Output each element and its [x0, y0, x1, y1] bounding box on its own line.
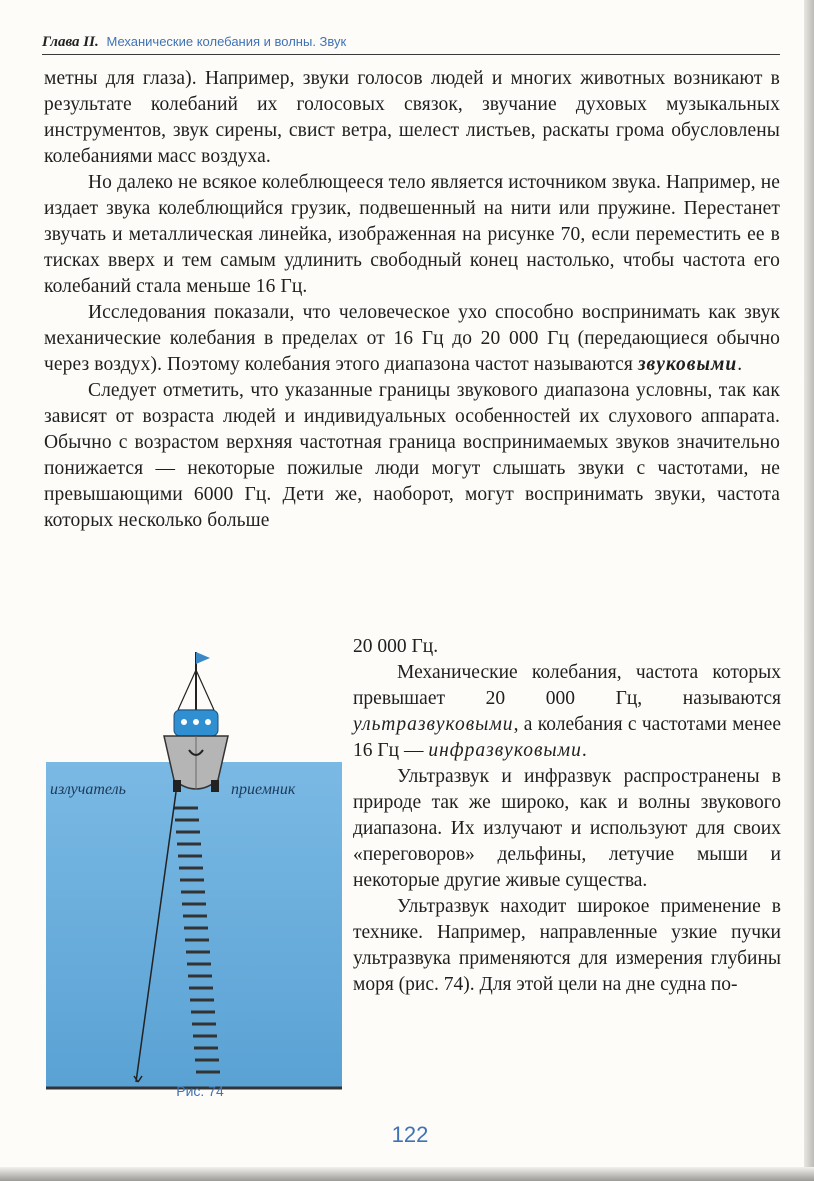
- paragraph-5-mid: , а колебания с частотами менее 16 Гц —: [353, 714, 781, 761]
- paragraph-1: метны для глаза). Например, звуки голосов людей и многих животных возникают в результате колебаний их голосовых связок, звучание духовых музыкальных инструментов, звук сирены, свист ветра, шелест листьев, раскаты грома обусловлены колебаниями масс воздуха.: [44, 68, 780, 167]
- text-block-right-column: [353, 634, 781, 998]
- page-bottom-shadow: [0, 1167, 814, 1181]
- chapter-title: Механические колебания и волны. Звук: [106, 34, 347, 49]
- figure-74-echo-sounder: [46, 630, 342, 1100]
- flag-icon: [196, 652, 210, 664]
- figure-caption: Рис. 74: [176, 1083, 224, 1099]
- paragraph-3: [44, 300, 780, 378]
- term-ultrasound: ультразвуковыми: [353, 714, 514, 735]
- paragraph-6: Ультразвук и инфразвук распространены в природе так же широко, как и волны звукового диапазона. Их излучают и используют для своих «переговоров» дельфины, летучие мыши и некоторые другие живые существа.: [353, 766, 781, 891]
- paragraph-3-start: Исследования показали, что человеческое ухо способно воспринимать как звук механические колебания в пределах от 16 Гц до 20 000 Гц (передающиеся обычно через воздух). Поэтому колебания этого диапазона частот называются: [44, 302, 780, 375]
- paragraph-4-tail: 20 000 Гц.: [353, 636, 439, 657]
- paragraph-5-start: Механические колебания, частота которых превышает 20 000 Гц, называются: [353, 662, 781, 709]
- paragraph-2: Но далеко не всякое колеблющееся тело является источником звука. Например, не издает звука колеблющийся грузик, подвешенный на нити или пружине. Перестанет звучать и металлическая линейка, изображенная на рисунке 70, если переместить ее в тисках вверх и тем самым удлинить свободный конец настолько, чтобы частота его колебаний стала меньше 16 Гц.: [44, 172, 780, 297]
- page-edge-shadow: [804, 0, 814, 1181]
- text-block-full-width: [44, 66, 780, 534]
- label-receiver: приемник: [231, 781, 296, 798]
- paragraph-5-end: .: [581, 740, 587, 761]
- page-number: 122: [391, 1122, 429, 1147]
- label-emitter: излучатель: [50, 781, 126, 798]
- term-sound: звуковыми: [637, 354, 738, 375]
- paragraph-5: [353, 660, 781, 764]
- emitter-device: [173, 780, 181, 792]
- paragraph-4: Следует отметить, что указанные границы звукового диапазона условны, так как зависят от возраста людей и индивидуальных особенностей их слухового аппарата. Обычно с возрастом верхняя частотная граница воспринимаемых звуков значительно понижается — некоторые пожилые люди могут слышать звуки с частотами, не превышающими 6000 Гц. Дети же, наоборот, могут воспринимать звуки, частота которых несколько больше: [44, 380, 780, 531]
- chapter-number: Глава II.: [42, 34, 99, 50]
- term-infrasound: инфразвуковыми: [428, 740, 582, 761]
- paragraph-7: Ультразвук находит широкое применение в технике. Например, направленные узкие пучки ультразвука применяются для измерения глубины моря (рис. 74). Для этой цели на дне судна по-: [353, 896, 781, 995]
- running-header: [42, 30, 780, 55]
- ship-sonar-illustration: [46, 630, 342, 1100]
- paragraph-3-end: .: [737, 354, 743, 375]
- receiver-device: [211, 780, 219, 792]
- water-area: [46, 762, 342, 1087]
